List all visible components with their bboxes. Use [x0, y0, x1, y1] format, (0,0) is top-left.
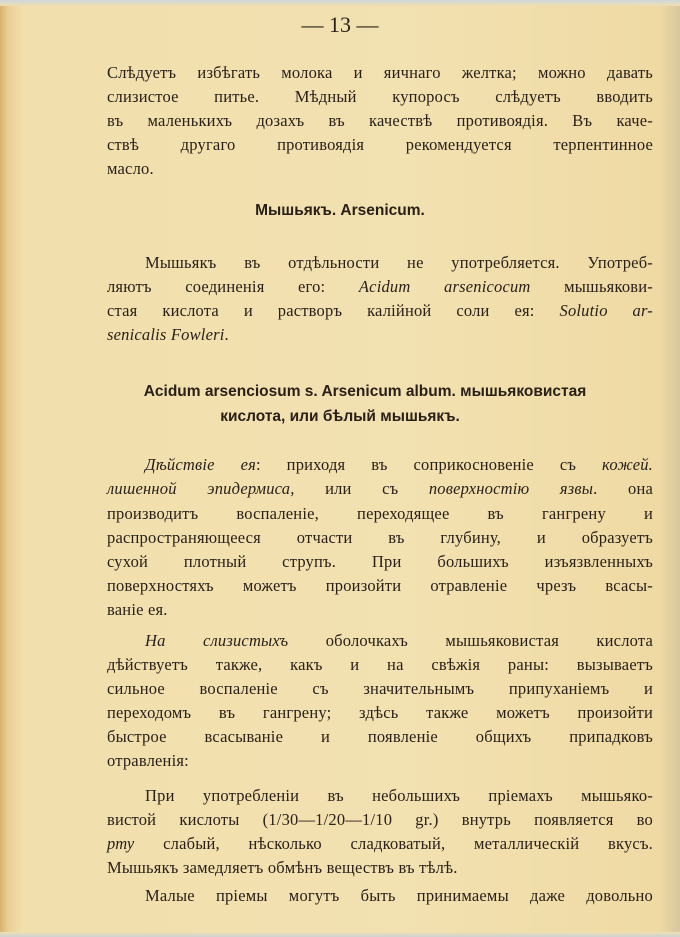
text-segment: сухой плотный струпъ. При большихъ изъязвленныхъ [107, 552, 653, 571]
text-segment: отравленія: [107, 751, 189, 770]
text-line [107, 599, 653, 621]
text-line [107, 575, 653, 597]
text-segment: переходомъ въ гангрену; здѣсь также можетъ произойти [107, 703, 653, 722]
text-segment: Мышьякъ въ отдѣльности не употребляется. Употреб- [145, 253, 653, 272]
subsection-heading-line-2: кислота, или бѣлый мышьякъ. [220, 408, 460, 425]
italic-text: поверхностію язвы [428, 479, 594, 498]
text-line [107, 726, 653, 748]
text-segment: Малые пріемы могутъ быть принимаемы даже довольно [145, 886, 653, 905]
text-segment: дѣйствуетъ также, какъ и на свѣжія раны: вызываетъ [107, 655, 653, 674]
text-segment: . [224, 325, 229, 344]
text-segment: : приходя въ соприкосновеніе съ [255, 455, 603, 474]
text-line [107, 276, 653, 298]
text-line [107, 324, 653, 346]
text-line [107, 158, 653, 180]
text-segment: оболочкахъ мышьяковистая кислота [288, 631, 653, 650]
text-segment: масло. [107, 159, 154, 178]
section-heading-arsenicum: Мышьякъ. Arsenicum. [255, 202, 425, 219]
text-segment: . она [593, 479, 654, 498]
italic-text: Solutio ar- [559, 301, 653, 320]
italic-text: На слизистыхъ [145, 631, 289, 650]
text-segment: ваніе ея. [107, 600, 168, 619]
text-line [145, 630, 653, 652]
scan-bottom-edge [0, 932, 680, 937]
text-line [107, 833, 653, 855]
text-line [107, 857, 653, 879]
text-segment: въ маленькихъ дозахъ въ качествѣ противоядія. Въ каче- [107, 111, 653, 130]
text-line [107, 86, 653, 108]
text-segment: мышьякови- [530, 277, 653, 296]
text-line [107, 678, 653, 700]
italic-text: Acidum arsenicocum [358, 277, 531, 296]
text-line [107, 527, 653, 549]
subsection-heading-line-1: Acidum arsenciosum s. Arsenicum album. мышьяковистая [143, 383, 587, 400]
text-segment: вистой кислоты (1/30—1/20—1/10 gr.) внутрь появляется во [107, 810, 653, 829]
text-segment: стая кислота и растворъ калійной соли ея: [107, 301, 560, 320]
text-line [145, 252, 653, 274]
text-segment: слабый, нѣсколько сладковатый, металлическій вкусъ. [134, 834, 653, 853]
text-line [107, 300, 653, 322]
text-segment: или съ [294, 479, 429, 498]
scan-top-edge [0, 0, 680, 6]
text-line [107, 750, 653, 772]
text-line [107, 503, 653, 525]
text-line [107, 62, 653, 84]
text-line [107, 478, 653, 500]
text-segment: сильное воспаленіе съ значительнымъ припуханіемъ и [107, 679, 653, 698]
text-line [107, 654, 653, 676]
text-line [145, 454, 653, 476]
italic-text: рту [107, 834, 135, 853]
text-line [107, 702, 653, 724]
text-segment: Мышьякъ замедляетъ обмѣнъ веществъ въ тѣлѣ. [107, 858, 458, 877]
italic-text: кожей. [602, 455, 653, 474]
text-line [107, 551, 653, 573]
text-line [107, 134, 653, 156]
italic-text: лишенной эпидермиса, [107, 479, 295, 498]
italic-text: senicalis Fowleri [107, 325, 225, 344]
text-line [107, 809, 653, 831]
text-segment: ляютъ соединенія его: [107, 277, 359, 296]
text-segment: слизистое питье. Мѣдный купоросъ слѣдуетъ вводить [107, 87, 653, 106]
text-segment: При употребленіи въ небольшихъ пріемахъ мышьяко- [145, 786, 653, 805]
text-segment: Слѣдуетъ избѣгать молока и яичнаго желтка; можно давать [107, 63, 653, 82]
page-number: — 13 — [301, 12, 379, 37]
text-line [145, 785, 653, 807]
text-segment: ствѣ другаго противоядія рекомендуется терпентинное [107, 135, 653, 154]
text-segment: быстрое всасываніе и появленіе общихъ припадковъ [107, 727, 653, 746]
text-segment: поверхностяхъ можетъ произойти отравленіе чрезъ всасы- [107, 576, 653, 595]
text-segment: производитъ воспаленіе, переходящее въ гангрену и [107, 504, 653, 523]
italic-text: Дѣйствіе ея [145, 455, 256, 474]
text-line [107, 110, 653, 132]
text-line [145, 885, 653, 907]
text-segment: распространяющееся отчасти въ глубину, и образуетъ [107, 528, 653, 547]
